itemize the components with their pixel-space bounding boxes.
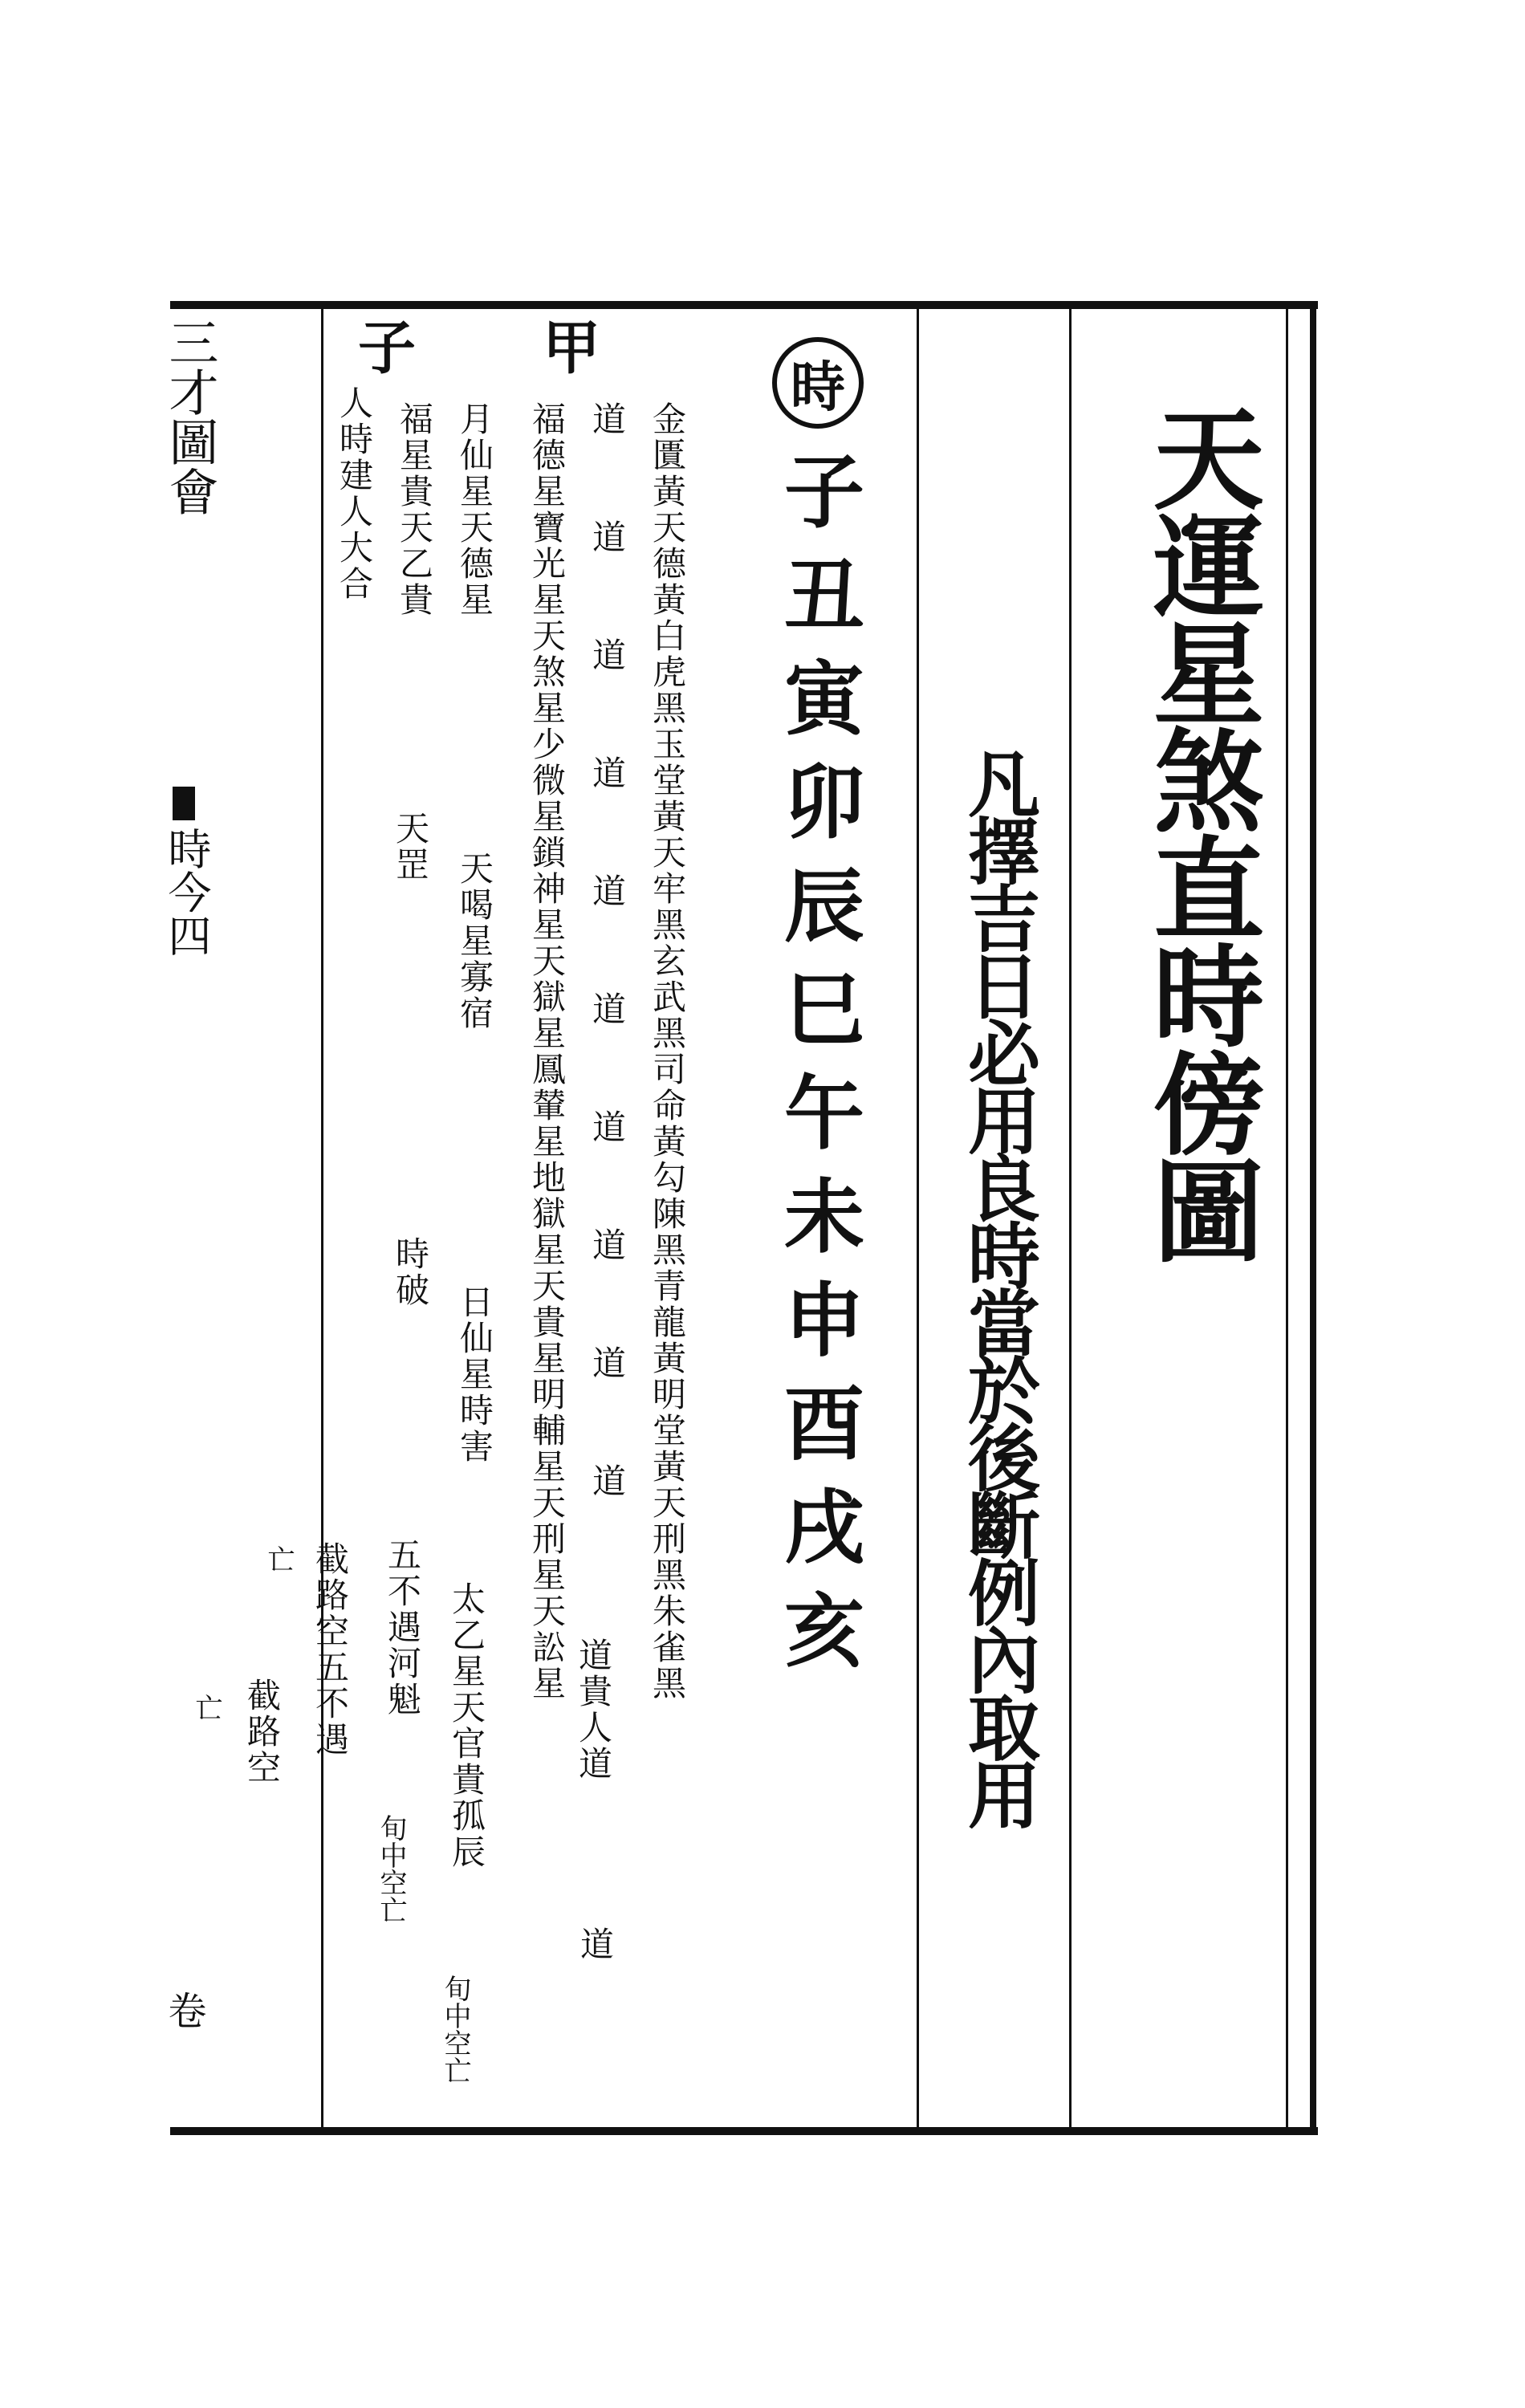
right-inner-border (1286, 309, 1288, 2127)
column-5-mid: 天罡 (391, 811, 430, 883)
column-dao-end: 道 (575, 1926, 615, 1963)
margin-book-title: 三才圖會 (161, 317, 219, 516)
column-5-lower: 時破 (391, 1236, 430, 1308)
column-5-upper: 福星貴天乙貴 (395, 401, 434, 618)
column-4-bottom: 太乙星天官貴孤辰 (447, 1581, 486, 1870)
column-divider (1069, 309, 1072, 2127)
column-7-mark: 亡 (190, 1694, 222, 1721)
column-dao-guiren: 道貴人道 (574, 1637, 613, 1782)
column-5-note: 旬中空亡 (375, 1814, 407, 1923)
column-dao: 道道道道道道道道道道 (588, 401, 627, 1581)
margin-volume: 卷 (161, 1991, 206, 2029)
page-title: 天運星煞直時傍圖 (1135, 401, 1266, 1262)
column-6-bottom: 截路空 (242, 1678, 282, 1786)
header-jia: 甲 (533, 317, 601, 375)
column-4-mid: 天喝星寡宿 (455, 851, 494, 1031)
margin-block-mark (173, 787, 195, 820)
earthly-branches: 子丑寅卯辰巳午未申酉戌亥 (771, 449, 865, 1692)
right-border (1310, 301, 1316, 2135)
top-border (170, 301, 1318, 309)
column-divider (917, 309, 919, 2127)
column-6-lower: 截路空五不遇 (311, 1541, 350, 1758)
column-4-note: 旬中空亡 (439, 1975, 471, 2084)
page-subtitle: 凡擇吉日必用良時當於後斷例內取用 (955, 746, 1040, 1825)
column-5-bottom: 五不遇河魁 (383, 1537, 422, 1718)
column-4-upper: 月仙星天德星 (455, 401, 494, 618)
column-4-lower: 日仙星時害 (455, 1284, 494, 1465)
margin-section: 時今四 (161, 827, 212, 957)
column-divider (321, 309, 323, 2127)
hour-badge: 時 (772, 337, 864, 429)
bottom-border (170, 2127, 1318, 2135)
header-zi: 子 (348, 317, 417, 375)
column-stars: 福德星寶光星天煞星少微星鎖神星天獄星鳳輦星地獄星天貴星明輔星天刑星天訟星 (527, 401, 567, 1702)
column-7-mark: 亡 (262, 1545, 295, 1572)
column-6-upper: 人時建人大合 (335, 385, 374, 602)
column-spirits: 金匱黃天德黃白虎黑玉堂黃天牢黑玄武黑司命黃勾陳黑青龍黃明堂黃天刑黑朱雀黑 (648, 401, 687, 1702)
